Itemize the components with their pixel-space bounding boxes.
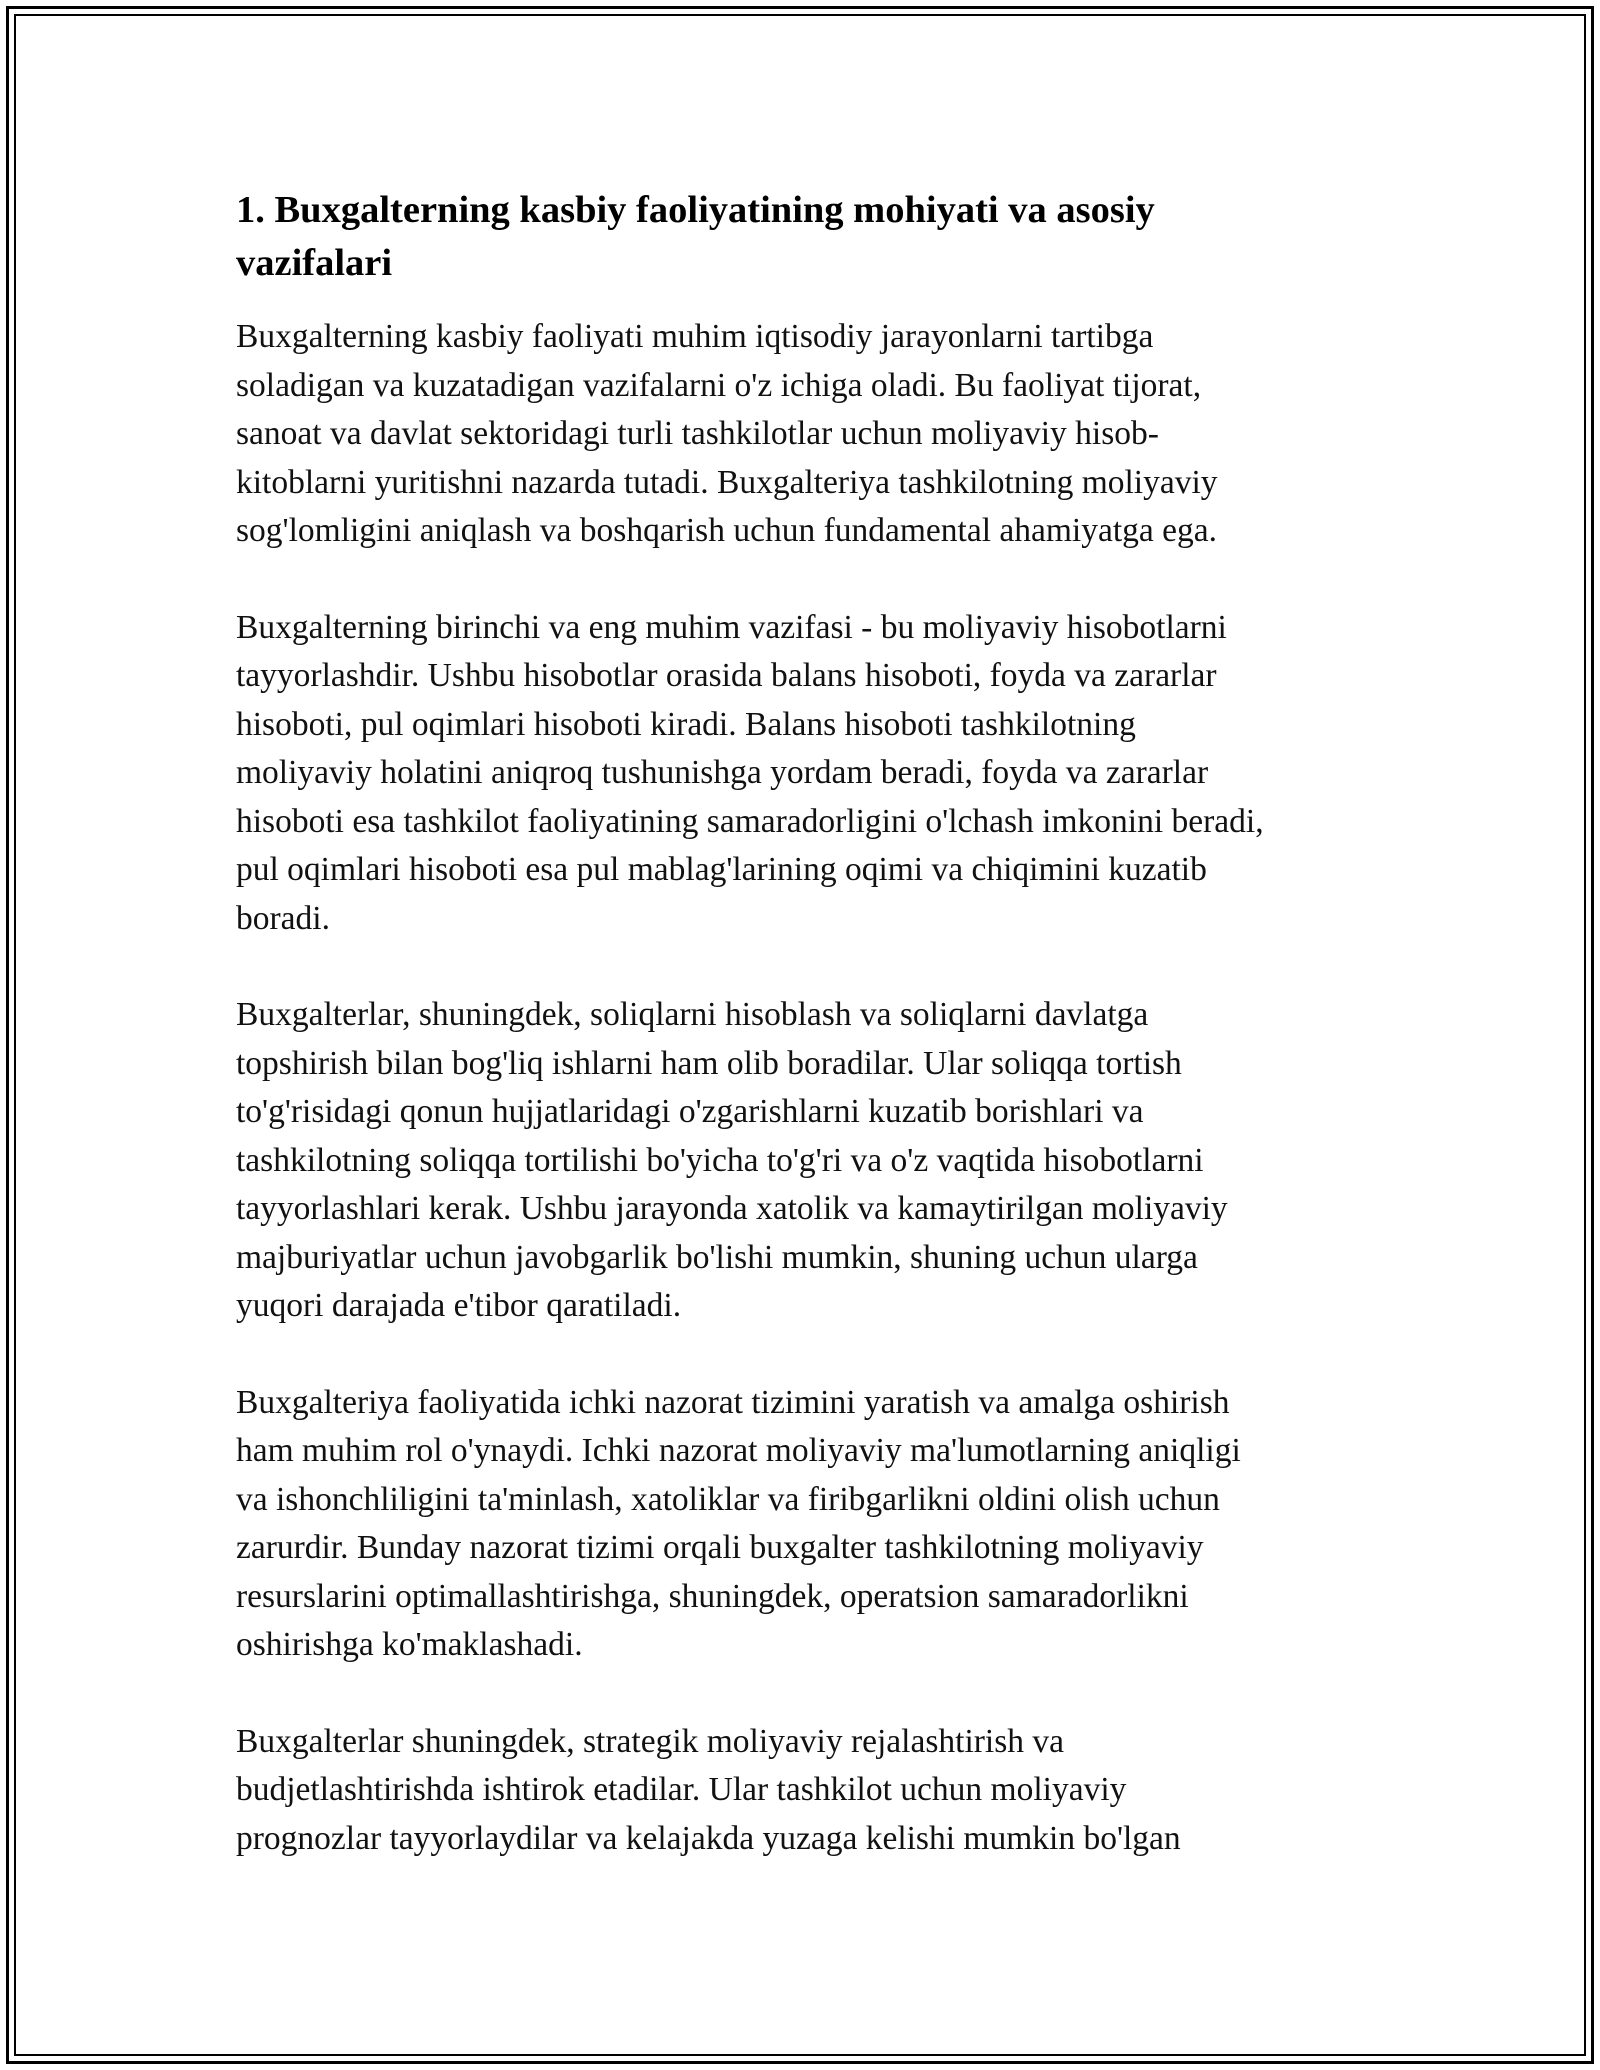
text-line: soladigan va kuzatadigan vazifalarni o'z ichiga oladi. Bu faoliyat tijorat, [236, 366, 1202, 404]
text-line: hisoboti esa tashkilot faoliyatining samaradorligini o'lchash imkonini beradi, [236, 802, 1264, 840]
paragraph [236, 1379, 1366, 1670]
text-line: topshirish bilan bog'liq ishlarni ham olib boradilar. Ular soliqqa tortish [236, 1044, 1182, 1082]
document-body [236, 184, 1366, 1863]
text-line: Buxgalterning birinchi va eng muhim vazifasi - bu moliyaviy hisobotlarni [236, 608, 1227, 646]
heading-line: vazifalari [236, 242, 393, 284]
text-line: sanoat va davlat sektoridagi turli tashkilotlar uchun moliyaviy hisob- [236, 415, 1159, 452]
text-line: to'g'risidagi qonun hujjatlaridagi o'zgarishlarni kuzatib borishlari va [236, 1093, 1144, 1130]
text-line: oshirishga ko'maklashadi. [236, 1626, 583, 1663]
text-line: tashkilotning soliqqa tortilishi bo'yicha to'g'ri va o'z vaqtida hisobotlarni [236, 1141, 1204, 1179]
text-line: prognozlar tayyorlaydilar va kelajakda yuzaga kelishi mumkin bo'lgan [236, 1819, 1181, 1857]
heading-line: 1. Buxgalterning kasbiy faoliyatining mohiyati va asosiy [236, 189, 1155, 231]
paragraph [236, 313, 1366, 556]
text-line: Buxgalterlar, shuningdek, soliqlarni hisoblash va soliqlarni davlatga [236, 996, 1149, 1033]
text-line: tayyorlashdir. Ushbu hisobotlar orasida balans hisoboti, foyda va zararlar [236, 657, 1217, 694]
paragraph [236, 604, 1366, 944]
text-line: tayyorlashlari kerak. Ushbu jarayonda xatolik va kamaytirilgan moliyaviy [236, 1190, 1228, 1227]
text-line: sog'lomligini aniqlash va boshqarish uchun fundamental ahamiyatga ega. [236, 512, 1218, 549]
text-line: zarurdir. Bunday nazorat tizimi orqali buxgalter tashkilotning moliyaviy [236, 1529, 1204, 1566]
text-line: Buxgalterning kasbiy faoliyati muhim iqtisodiy jarayonlarni tartibga [236, 318, 1154, 355]
paragraph [236, 991, 1366, 1331]
text-line: resurslarini optimallashtirishga, shuningdek, operatsion samaradorlikni [236, 1577, 1189, 1615]
text-line: budjetlashtirishda ishtirok etadilar. Ular tashkilot uchun moliyaviy [236, 1771, 1127, 1808]
text-line: kitoblarni yuritishni nazarda tutadi. Buxgalteriya tashkilotning moliyaviy [236, 463, 1218, 501]
text-line: va ishonchliligini ta'minlash, xatoliklar va firibgarlikni oldini olish uchun [236, 1480, 1220, 1518]
text-line: pul oqimlari hisoboti esa pul mablag'larining oqimi va chiqimini kuzatib [236, 851, 1207, 888]
text-line: yuqori darajada e'tibor qaratiladi. [236, 1287, 682, 1324]
text-line: moliyaviy holatini aniqroq tushunishga yordam beradi, foyda va zararlar [236, 754, 1209, 791]
paragraph [236, 1718, 1366, 1864]
text-line: hisoboti, pul oqimlari hisoboti kiradi. Balans hisoboti tashkilotning [236, 705, 1136, 743]
text-line: ham muhim rol o'ynaydi. Ichki nazorat moliyaviy ma'lumotlarning aniqligi [236, 1432, 1241, 1469]
text-line: Buxgalterlar shuningdek, strategik moliyaviy rejalashtirish va [236, 1722, 1064, 1760]
section-heading [236, 184, 1366, 290]
text-line: Buxgalteriya faoliyatida ichki nazorat tizimini yaratish va amalga oshirish [236, 1383, 1230, 1421]
text-line: majburiyatlar uchun javobgarlik bo'lishi mumkin, shuning uchun ularga [236, 1238, 1198, 1276]
text-line: boradi. [236, 899, 330, 937]
